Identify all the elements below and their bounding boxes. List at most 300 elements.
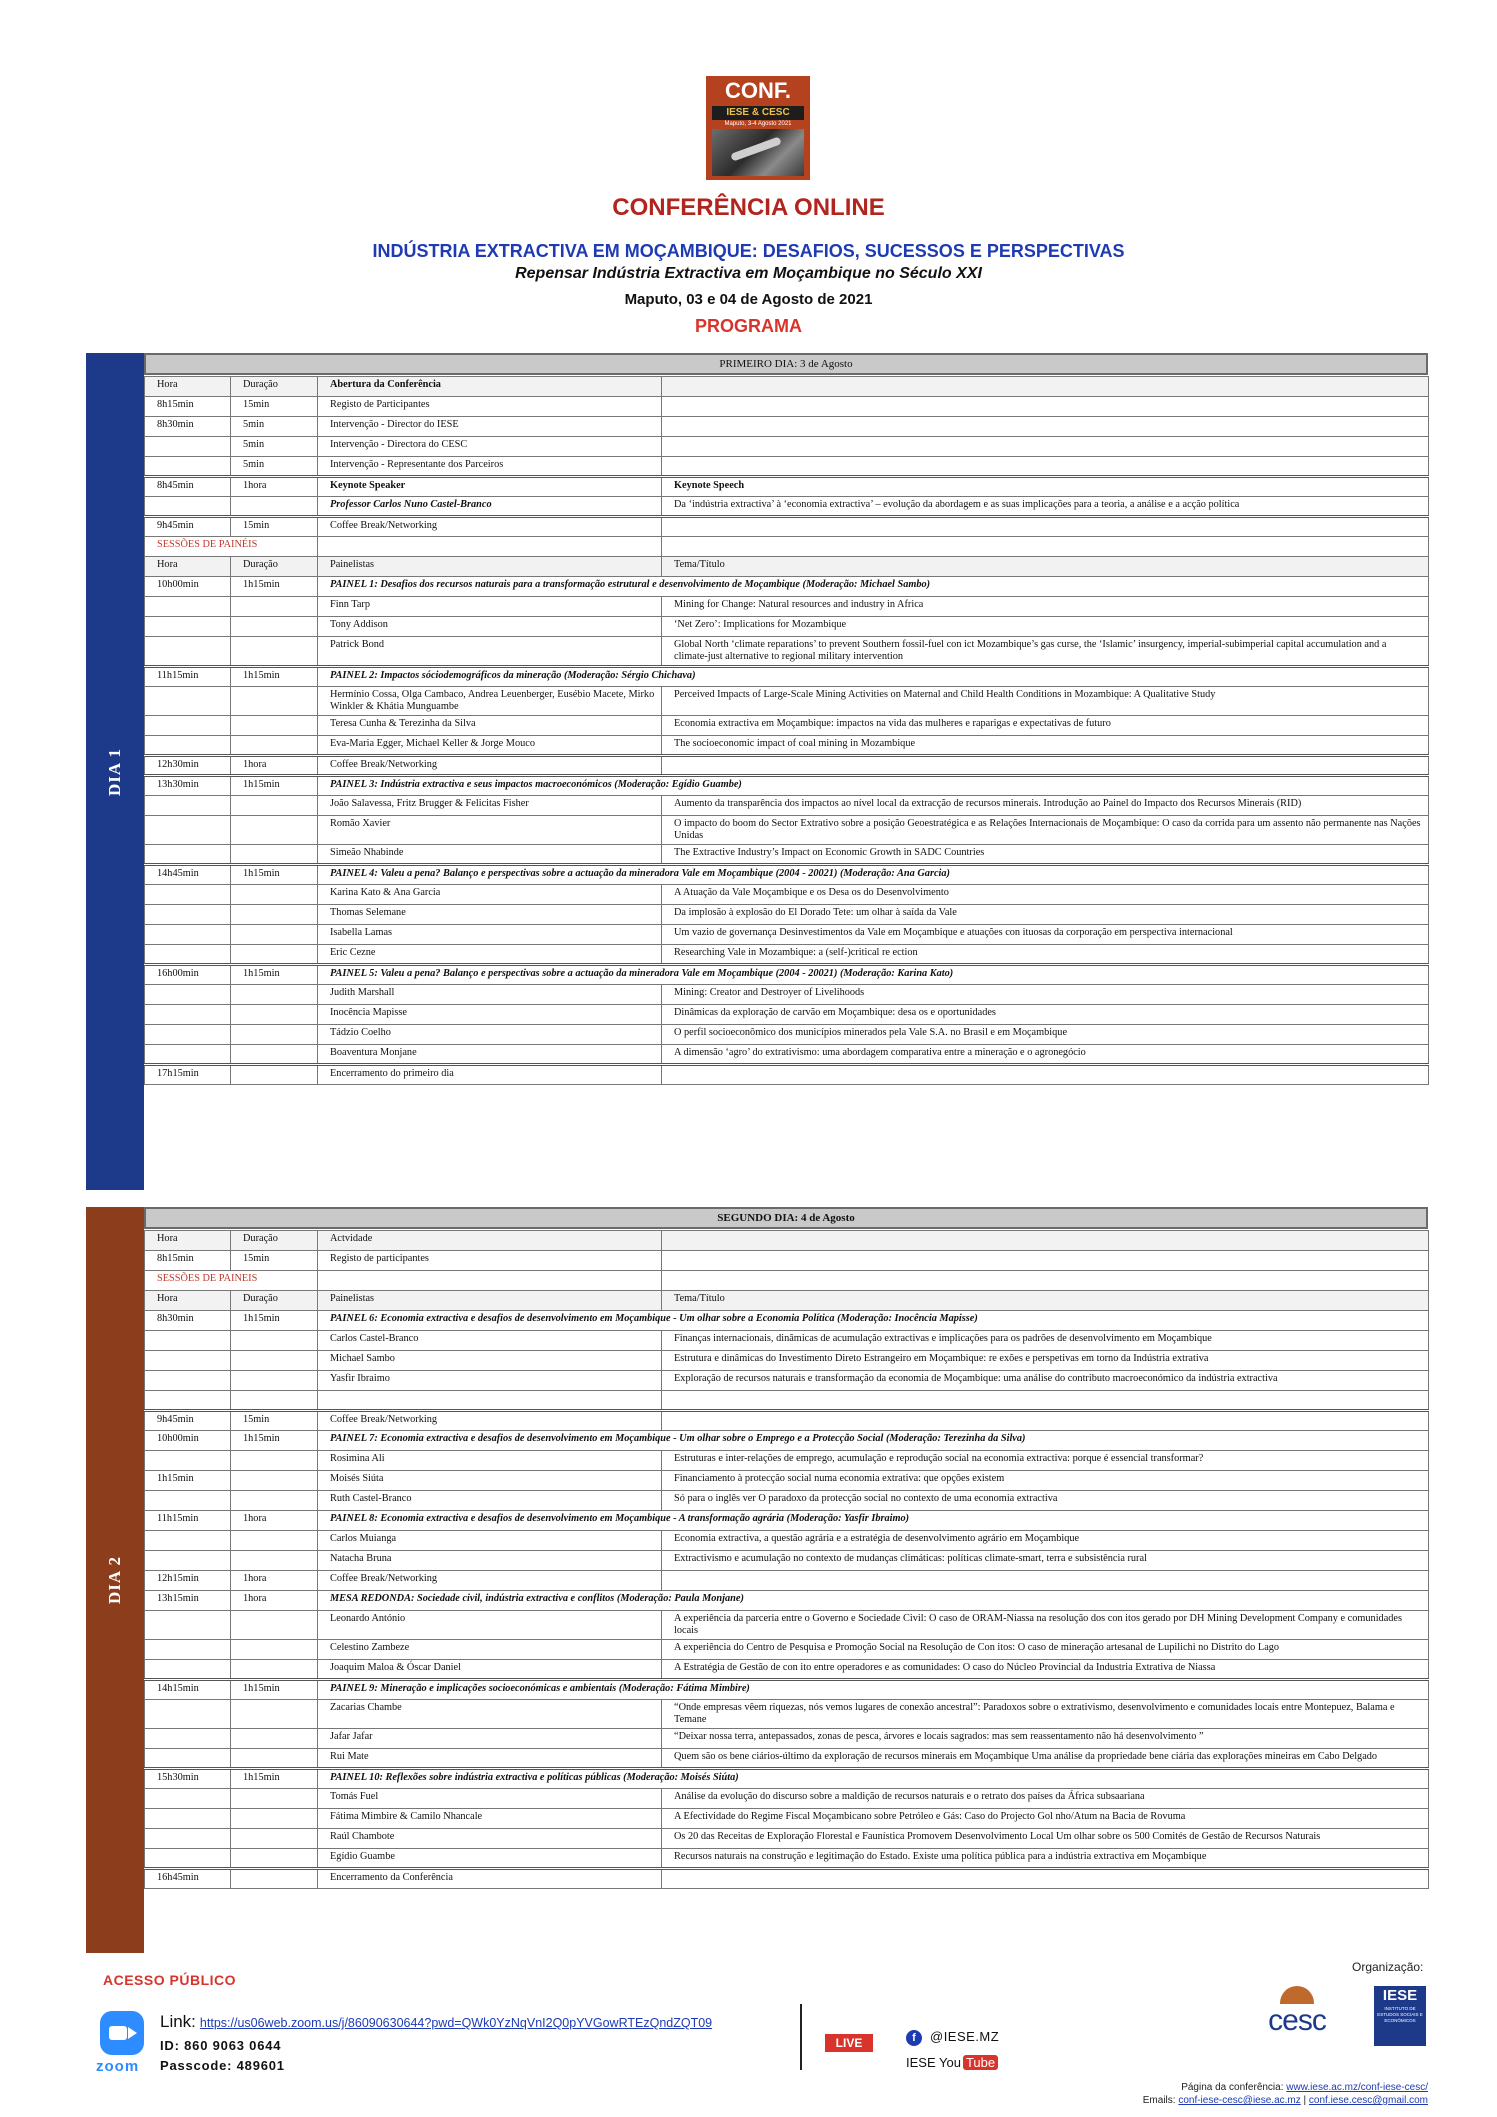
duration-cell bbox=[231, 1531, 318, 1551]
cesc-logo-text: cesc bbox=[1268, 2004, 1326, 2037]
topic-cell: Da implosão à explosão do El Dorado Tete: um olhar à saída da Vale bbox=[662, 905, 1429, 925]
schedule-row bbox=[145, 965, 1429, 985]
time-cell: 16h00min bbox=[145, 965, 231, 985]
activity-cell: João Salavessa, Fritz Brugger & Felicitas Fisher bbox=[318, 796, 662, 816]
cesc-logo bbox=[1254, 1986, 1340, 2046]
schedule-row bbox=[145, 1471, 1429, 1491]
panel-title-cell: PAINEL 9: Mineração e implicações socioeconómicas e ambientais (Moderação: Fátima Mimbire) bbox=[318, 1680, 1429, 1700]
time-cell: Hora bbox=[145, 1291, 231, 1311]
facebook-handle[interactable]: @IESE.MZ bbox=[930, 2029, 1000, 2044]
conference-page-label: Página da conferência: bbox=[1181, 2082, 1287, 2093]
schedule-row bbox=[145, 796, 1429, 816]
duration-cell bbox=[231, 1065, 318, 1085]
activity-cell: Encerramento do primeiro dia bbox=[318, 1065, 662, 1085]
email-separator: | bbox=[1300, 2095, 1309, 2106]
schedule-row bbox=[145, 905, 1429, 925]
duration-cell bbox=[231, 1611, 318, 1640]
duration-cell: 15min bbox=[231, 1251, 318, 1271]
activity-cell: Actvidade bbox=[318, 1231, 662, 1251]
activity-cell: Painelistas bbox=[318, 1291, 662, 1311]
time-cell bbox=[145, 687, 231, 716]
duration-cell bbox=[231, 1491, 318, 1511]
zoom-icon bbox=[100, 2011, 144, 2055]
duration-cell bbox=[231, 925, 318, 945]
duration-cell bbox=[231, 885, 318, 905]
activity-cell: Raúl Chambote bbox=[318, 1829, 662, 1849]
day-1-schedule-table bbox=[144, 376, 1429, 1085]
topic-cell: Só para o inglês ver O paradoxo da protecção social no contexto de uma economia extractiva bbox=[662, 1491, 1429, 1511]
duration-cell bbox=[231, 1849, 318, 1869]
time-cell: 11h15min bbox=[145, 1511, 231, 1531]
schedule-row bbox=[145, 1660, 1429, 1680]
time-cell: 8h45min bbox=[145, 477, 231, 497]
time-cell bbox=[145, 1045, 231, 1065]
topic-cell bbox=[662, 377, 1429, 397]
duration-cell bbox=[231, 1351, 318, 1371]
schedule-row bbox=[145, 1700, 1429, 1729]
topic-cell: The Extractive Industry’s Impact on Economic Growth in SADC Countries bbox=[662, 845, 1429, 865]
duration-cell bbox=[231, 1451, 318, 1471]
activity-cell: Yasfir Ibraimo bbox=[318, 1371, 662, 1391]
duration-cell: 1hora bbox=[231, 1511, 318, 1531]
youtube-link[interactable] bbox=[906, 2055, 998, 2070]
time-cell bbox=[145, 1749, 231, 1769]
time-cell: 12h30min bbox=[145, 756, 231, 776]
time-cell: 13h15min bbox=[145, 1591, 231, 1611]
time-cell bbox=[145, 1531, 231, 1551]
time-cell bbox=[145, 1025, 231, 1045]
duration-cell bbox=[231, 816, 318, 845]
live-badge: LIVE bbox=[825, 2034, 873, 2052]
logo-conf-text: CONF. bbox=[725, 78, 791, 103]
activity-cell: Patrick Bond bbox=[318, 637, 662, 667]
duration-cell: 1h15min bbox=[231, 577, 318, 597]
duration-cell: 15min bbox=[231, 517, 318, 537]
topic-cell: Os 20 das Receitas de Exploração Florestal e Faunística Promovem Desenvolvimento Local Um olhar sobre os 500 Comités de Gestão de Recursos Naturais bbox=[662, 1829, 1429, 1849]
schedule-row bbox=[145, 1431, 1429, 1451]
topic-cell bbox=[662, 1869, 1429, 1889]
duration-cell bbox=[231, 985, 318, 1005]
topic-cell: Financiamento à protecção social numa economia extrativa: que opções existem bbox=[662, 1471, 1429, 1491]
time-cell: 9h45min bbox=[145, 517, 231, 537]
topic-cell bbox=[662, 457, 1429, 477]
activity-cell: Intervenção - Director do IESE bbox=[318, 417, 662, 437]
time-cell bbox=[145, 1729, 231, 1749]
schedule-row bbox=[145, 1591, 1429, 1611]
activity-cell: Simeão Nhabinde bbox=[318, 845, 662, 865]
schedule-row bbox=[145, 1869, 1429, 1889]
email-link-2[interactable]: conf.iese.cesc@gmail.com bbox=[1308, 2095, 1428, 2106]
duration-cell: 5min bbox=[231, 417, 318, 437]
time-cell bbox=[145, 457, 231, 477]
activity-cell: Coffee Break/Networking bbox=[318, 1571, 662, 1591]
time-cell: SESSÕES DE PAINEIS bbox=[145, 1271, 231, 1291]
schedule-header-row bbox=[145, 557, 1429, 577]
topic-cell bbox=[662, 417, 1429, 437]
acesso-publico-heading: ACESSO PÚBLICO bbox=[103, 1972, 237, 1988]
duration-cell: 5min bbox=[231, 457, 318, 477]
schedule-row bbox=[145, 1640, 1429, 1660]
activity-cell: Registo de Participantes bbox=[318, 397, 662, 417]
schedule-row bbox=[145, 417, 1429, 437]
activity-cell: Carlos Muianga bbox=[318, 1531, 662, 1551]
duration-cell bbox=[231, 1551, 318, 1571]
day-2-bar bbox=[86, 1207, 144, 1953]
topic-cell bbox=[662, 1391, 1429, 1411]
schedule-row bbox=[145, 1809, 1429, 1829]
duration-cell bbox=[231, 1331, 318, 1351]
topic-cell: Recursos naturais na construção e legitimação do Estado. Existe uma política pública para a indústria extractiva em Moçambique bbox=[662, 1849, 1429, 1869]
panel-title-cell: PAINEL 2: Impactos sóciodemográficos da mineração (Moderação: Sérgio Chichava) bbox=[318, 667, 1429, 687]
topic-cell bbox=[662, 1411, 1429, 1431]
topic-cell: “Deixar nossa terra, antepassados, zonas de pesca, árvores e locais sagrados: mas sem reassentamento não há desenvolvimento ” bbox=[662, 1729, 1429, 1749]
duration-cell: 5min bbox=[231, 437, 318, 457]
activity-cell: Jafar Jafar bbox=[318, 1729, 662, 1749]
topic-cell: “Onde empresas vêem riquezas, nós vemos lugares de conexão ancestral”: Paradoxos sobre o extrativismo, desenvolvimento e comunidades locais entre Montepuez, Balama e Temane bbox=[662, 1700, 1429, 1729]
schedule-row bbox=[145, 667, 1429, 687]
iese-logo-fullname: INSTITUTO DE ESTUDOS SOCIAIS E ECONÓMICOS bbox=[1377, 2006, 1423, 2023]
activity-cell: Rosimina Ali bbox=[318, 1451, 662, 1471]
topic-cell: Aumento da transparência dos impactos ao nível local da extracção de recursos minerais. Introdução ao Painel do Impacto dos Recursos Minerais (RID) bbox=[662, 796, 1429, 816]
activity-cell: Rui Mate bbox=[318, 1749, 662, 1769]
schedule-row bbox=[145, 1769, 1429, 1789]
topic-cell: Exploração de recursos naturais e transformação da economia de Moçambique: uma análise do contributo macroeconómico da indústria extractiva bbox=[662, 1371, 1429, 1391]
schedule-row bbox=[145, 1680, 1429, 1700]
time-cell: SESSÕES DE PAINÉIS bbox=[145, 537, 231, 557]
duration-cell bbox=[231, 1829, 318, 1849]
footer-divider bbox=[800, 2004, 802, 2070]
duration-cell bbox=[231, 1045, 318, 1065]
sessions-label-row bbox=[145, 537, 1429, 557]
activity-cell: Boaventura Monjane bbox=[318, 1045, 662, 1065]
topic-cell: Global North ‘climate reparations’ to prevent Southern fossil-fuel con ict Mozambique’s gas curse, the ‘Islamic’ insurgency, imperial-subimperial capital accumulation and a climate-just alternative to regional military intervention bbox=[662, 637, 1429, 667]
schedule-row bbox=[145, 1411, 1429, 1431]
activity-cell: Painelistas bbox=[318, 557, 662, 577]
schedule-row bbox=[145, 1491, 1429, 1511]
activity-cell: Michael Sambo bbox=[318, 1351, 662, 1371]
emails-line bbox=[1000, 2095, 1428, 2106]
time-cell bbox=[145, 1351, 231, 1371]
time-cell bbox=[145, 1551, 231, 1571]
activity-cell: Teresa Cunha & Terezinha da Silva bbox=[318, 716, 662, 736]
time-cell: 14h15min bbox=[145, 1680, 231, 1700]
schedule-row bbox=[145, 716, 1429, 736]
duration-cell bbox=[231, 597, 318, 617]
activity-cell: Ruth Castel-Branco bbox=[318, 1491, 662, 1511]
time-cell bbox=[145, 945, 231, 965]
schedule-row bbox=[145, 1531, 1429, 1551]
schedule-row bbox=[145, 1311, 1429, 1331]
activity-cell: Coffee Break/Networking bbox=[318, 1411, 662, 1431]
panel-title-cell: PAINEL 8: Economia extractiva e desafios de desenvolvimento em Moçambique - A transformação agrária (Moderação: Yasfir Ibraimo) bbox=[318, 1511, 1429, 1531]
youtube-label: IESE You bbox=[906, 2055, 961, 2070]
sessions-label-row bbox=[145, 1271, 1429, 1291]
conference-page-line bbox=[1150, 2082, 1428, 2093]
schedule-row bbox=[145, 1551, 1429, 1571]
time-cell bbox=[145, 1391, 231, 1411]
schedule-header-row bbox=[145, 377, 1429, 397]
conference-subtitle: INDÚSTRIA EXTRACTIVA EM MOÇAMBIQUE: DESAFIOS, SUCESSOS E PERSPECTIVAS bbox=[372, 241, 1125, 261]
duration-cell bbox=[231, 497, 318, 517]
schedule-row bbox=[145, 637, 1429, 667]
time-cell bbox=[145, 905, 231, 925]
time-cell: 9h45min bbox=[145, 1411, 231, 1431]
email-link-1[interactable]: conf-iese-cesc@iese.ac.mz bbox=[1178, 2095, 1301, 2106]
day-2-heading: SEGUNDO DIA: 4 de Agosto bbox=[144, 1207, 1428, 1229]
schedule-row bbox=[145, 1005, 1429, 1025]
time-cell: 8h30min bbox=[145, 1311, 231, 1331]
activity-cell: Abertura da Conferência bbox=[318, 377, 662, 397]
time-cell bbox=[145, 845, 231, 865]
time-cell bbox=[145, 1005, 231, 1025]
duration-cell: 15min bbox=[231, 397, 318, 417]
activity-cell: Professor Carlos Nuno Castel-Branco bbox=[318, 497, 662, 517]
logo-photo bbox=[712, 129, 804, 176]
duration-cell: 1h15min bbox=[231, 1680, 318, 1700]
zoom-link-row bbox=[160, 2012, 712, 2032]
time-cell bbox=[145, 1789, 231, 1809]
time-cell bbox=[145, 617, 231, 637]
schedule-row bbox=[145, 617, 1429, 637]
schedule-row bbox=[145, 1371, 1429, 1391]
duration-cell bbox=[231, 617, 318, 637]
duration-cell: 1hora bbox=[231, 1591, 318, 1611]
schedule-row bbox=[145, 597, 1429, 617]
topic-cell bbox=[662, 1271, 1429, 1291]
activity-cell: Egídio Guambe bbox=[318, 1849, 662, 1869]
duration-cell bbox=[231, 1391, 318, 1411]
topic-cell: The socioeconomic impact of coal mining in Mozambique bbox=[662, 736, 1429, 756]
activity-cell: Zacarias Chambe bbox=[318, 1700, 662, 1729]
schedule-row bbox=[145, 736, 1429, 756]
schedule-row bbox=[145, 1611, 1429, 1640]
iese-logo-text: IESE bbox=[1382, 1987, 1418, 2004]
time-cell: 16h45min bbox=[145, 1869, 231, 1889]
activity-cell: Romão Xavier bbox=[318, 816, 662, 845]
time-cell bbox=[145, 985, 231, 1005]
duration-cell: Duração bbox=[231, 1291, 318, 1311]
time-cell bbox=[145, 816, 231, 845]
day-1-bar bbox=[86, 353, 144, 1190]
duration-cell: Duração bbox=[231, 377, 318, 397]
activity-cell: Coffee Break/Networking bbox=[318, 517, 662, 537]
youtube-tube-badge: Tube bbox=[963, 2055, 998, 2070]
logo-date-text: Maputo, 3-4 Agosto 2021 bbox=[724, 121, 792, 127]
time-cell bbox=[145, 637, 231, 667]
duration-cell: 1h15min bbox=[231, 667, 318, 687]
activity-cell: Leonardo António bbox=[318, 1611, 662, 1640]
schedule-row bbox=[145, 1451, 1429, 1471]
duration-cell bbox=[231, 1869, 318, 1889]
duration-cell bbox=[231, 1371, 318, 1391]
duration-cell: 1h15min bbox=[231, 1769, 318, 1789]
time-cell bbox=[145, 1660, 231, 1680]
activity-cell: Isabella Lamas bbox=[318, 925, 662, 945]
topic-cell: O perfil socioeconômico dos municípios minerados pela Vale S.A. no Brasil e em Moçambique bbox=[662, 1025, 1429, 1045]
topic-cell: Estrutura e dinâmicas do Investimento Direto Estrangeiro em Moçambique: re exões e perspetivas em torno da Indústria extrativa bbox=[662, 1351, 1429, 1371]
topic-cell bbox=[662, 1571, 1429, 1591]
schedule-row bbox=[145, 845, 1429, 865]
time-cell bbox=[145, 1849, 231, 1869]
time-cell bbox=[145, 1451, 231, 1471]
activity-cell: Inocência Mapisse bbox=[318, 1005, 662, 1025]
meeting-id: ID: 860 9063 0644 bbox=[160, 2038, 282, 2053]
schedule-row bbox=[145, 477, 1429, 497]
time-cell: 12h15min bbox=[145, 1571, 231, 1591]
topic-cell: Mining for Change: Natural resources and industry in Africa bbox=[662, 597, 1429, 617]
duration-cell bbox=[231, 1729, 318, 1749]
schedule-row bbox=[145, 1251, 1429, 1271]
schedule-row bbox=[145, 1391, 1429, 1411]
topic-cell: Extractivismo e acumulação no contexto de mudanças climáticas: políticas climate-smart, terra e subsistência rural bbox=[662, 1551, 1429, 1571]
activity-cell: Eva-Maria Egger, Michael Keller & Jorge Mouco bbox=[318, 736, 662, 756]
topic-cell: A experiência do Centro de Pesquisa e Promoção Social na Resolução de Con itos: O caso de mineração artesanal de Lupilichi no Distrito do Lago bbox=[662, 1640, 1429, 1660]
schedule-header-row bbox=[145, 1231, 1429, 1251]
topic-cell: Tema/Título bbox=[662, 1291, 1429, 1311]
activity-cell bbox=[318, 1391, 662, 1411]
topic-cell bbox=[662, 1231, 1429, 1251]
topic-cell bbox=[662, 1251, 1429, 1271]
activity-cell: Natacha Bruna bbox=[318, 1551, 662, 1571]
zoom-link[interactable]: https://us06web.zoom.us/j/86090630644?pwd=QWk0YzNqVnI2Q0pYVGowRTEzQndZQT09 bbox=[199, 2016, 713, 2030]
topic-cell bbox=[662, 756, 1429, 776]
schedule-row bbox=[145, 1511, 1429, 1531]
duration-cell bbox=[231, 1700, 318, 1729]
time-cell: 15h30min bbox=[145, 1769, 231, 1789]
time-cell bbox=[145, 1640, 231, 1660]
topic-cell: Estruturas e inter-relações de emprego, acumulação e reprodução social na economia extractiva: porque é essencial transformar? bbox=[662, 1451, 1429, 1471]
time-cell bbox=[145, 497, 231, 517]
time-cell bbox=[145, 796, 231, 816]
duration-cell bbox=[231, 1471, 318, 1491]
time-cell bbox=[145, 736, 231, 756]
duration-cell bbox=[231, 687, 318, 716]
time-cell bbox=[145, 885, 231, 905]
conference-logo bbox=[706, 76, 810, 180]
topic-cell: Da ‘indústria extractiva’ à ‘economia extractiva’ – evolução da abordagem e as suas implicações para a teoria, a análise e a acção política bbox=[662, 497, 1429, 517]
duration-cell bbox=[231, 1025, 318, 1045]
schedule-row bbox=[145, 437, 1429, 457]
duration-cell bbox=[231, 637, 318, 667]
time-cell bbox=[145, 1491, 231, 1511]
panel-title-cell: PAINEL 1: Desafios dos recursos naturais para a transformação estrutural e desenvolvimento de Moçambique (Moderação: Michael Sambo) bbox=[318, 577, 1429, 597]
activity-cell: Carlos Castel-Branco bbox=[318, 1331, 662, 1351]
activity-cell: Tomás Fuel bbox=[318, 1789, 662, 1809]
activity-cell bbox=[318, 1271, 662, 1291]
topic-cell: Dinâmicas da exploração de carvão em Moçambique: desa os e oportunidades bbox=[662, 1005, 1429, 1025]
panel-title-cell: MESA REDONDA: Sociedade civil, indústria extractiva e conflitos (Moderação: Paula Monjane) bbox=[318, 1591, 1429, 1611]
activity-cell: Thomas Selemane bbox=[318, 905, 662, 925]
panel-title-cell: PAINEL 4: Valeu a pena? Balanço e perspectivas sobre a actuação da mineradora Vale em Moçambique (2004 - 20021) (Moderação: Ana Garcia) bbox=[318, 865, 1429, 885]
schedule-row bbox=[145, 577, 1429, 597]
programa-heading: PROGRAMA bbox=[695, 316, 802, 336]
schedule-row bbox=[145, 1025, 1429, 1045]
duration-cell bbox=[231, 796, 318, 816]
schedule-row bbox=[145, 457, 1429, 477]
duration-cell: 1hora bbox=[231, 756, 318, 776]
topic-cell: A dimensão ‘agro’ do extrativismo: uma abordagem comparativa entre a mineração e o agronegócio bbox=[662, 1045, 1429, 1065]
time-cell: 8h15min bbox=[145, 1251, 231, 1271]
activity-cell bbox=[318, 537, 662, 557]
time-cell: Hora bbox=[145, 1231, 231, 1251]
schedule-row bbox=[145, 985, 1429, 1005]
topic-cell: Mining: Creator and Destroyer of Livelihoods bbox=[662, 985, 1429, 1005]
schedule-row bbox=[145, 865, 1429, 885]
topic-cell: Perceived Impacts of Large-Scale Mining Activities on Maternal and Child Health Conditions in Mozambique: A Qualitative Study bbox=[662, 687, 1429, 716]
schedule-row bbox=[145, 1065, 1429, 1085]
schedule-row bbox=[145, 1729, 1429, 1749]
activity-cell: Intervenção - Representante dos Parceiros bbox=[318, 457, 662, 477]
time-cell: 13h30min bbox=[145, 776, 231, 796]
time-cell: 10h00min bbox=[145, 577, 231, 597]
schedule-row bbox=[145, 1571, 1429, 1591]
topic-cell: ‘Net Zero’: Implications for Mozambique bbox=[662, 617, 1429, 637]
duration-cell bbox=[231, 1749, 318, 1769]
duration-cell: 1h15min bbox=[231, 1311, 318, 1331]
topic-cell: Um vazio de governança Desinvestimentos da Vale em Moçambique e atuações con ituosas da corporação em perspectiva internacional bbox=[662, 925, 1429, 945]
topic-cell bbox=[662, 517, 1429, 537]
link-label: Link: bbox=[160, 2012, 196, 2031]
time-cell bbox=[145, 1331, 231, 1351]
schedule-row bbox=[145, 497, 1429, 517]
panel-title-cell: PAINEL 6: Economia extractiva e desafios de desenvolvimento em Moçambique - Um olhar sobre a Economia Política (Moderação: Inocência Mapisse) bbox=[318, 1311, 1429, 1331]
facebook-icon[interactable]: f bbox=[906, 2030, 922, 2046]
schedule-row bbox=[145, 756, 1429, 776]
iese-logo bbox=[1374, 1986, 1426, 2046]
topic-cell: Keynote Speech bbox=[662, 477, 1429, 497]
time-cell bbox=[145, 597, 231, 617]
schedule-row bbox=[145, 397, 1429, 417]
conference-title: CONFERÊNCIA ONLINE bbox=[612, 194, 885, 221]
conference-page-link[interactable]: www.iese.ac.mz/conf-iese-cesc/ bbox=[1286, 2082, 1428, 2093]
conference-theme: Repensar Indústria Extractiva em Moçambique no Século XXI bbox=[515, 265, 982, 282]
time-cell bbox=[145, 716, 231, 736]
duration-cell bbox=[231, 736, 318, 756]
duration-cell bbox=[231, 1005, 318, 1025]
activity-cell: Moisés Siúta bbox=[318, 1471, 662, 1491]
activity-cell: Karina Kato & Ana Garcia bbox=[318, 885, 662, 905]
duration-cell: 1hora bbox=[231, 1571, 318, 1591]
duration-cell bbox=[231, 945, 318, 965]
time-cell bbox=[145, 925, 231, 945]
duration-cell: Duração bbox=[231, 557, 318, 577]
topic-cell: Researching Vale in Mozambique: a (self-)critical re ection bbox=[662, 945, 1429, 965]
time-cell: 17h15min bbox=[145, 1065, 231, 1085]
topic-cell: Quem são os bene ciários-último da exploração de recursos minerais em Moçambique Uma análise da propriedade bene ciária das explorações mineiras em Cabo Delgado bbox=[662, 1749, 1429, 1769]
duration-cell: 15min bbox=[231, 1411, 318, 1431]
day-2-schedule-table bbox=[144, 1230, 1429, 1889]
time-cell: 14h45min bbox=[145, 865, 231, 885]
duration-cell: 1h15min bbox=[231, 776, 318, 796]
duration-cell bbox=[231, 1660, 318, 1680]
topic-cell: Finanças internacionais, dinâmicas de acumulação extractivas e implicações para os padrões de desenvolvimento em Moçambique bbox=[662, 1331, 1429, 1351]
topic-cell: Economia extractiva em Moçambique: impactos na vida das mulheres e raparigas e expectativas de futuro bbox=[662, 716, 1429, 736]
duration-cell bbox=[231, 716, 318, 736]
activity-cell: Intervenção - Directora do CESC bbox=[318, 437, 662, 457]
topic-cell: A Atuação da Vale Moçambique e os Desa os do Desenvolvimento bbox=[662, 885, 1429, 905]
duration-cell bbox=[231, 845, 318, 865]
schedule-row bbox=[145, 816, 1429, 845]
topic-cell: Tema/Título bbox=[662, 557, 1429, 577]
schedule-row bbox=[145, 1749, 1429, 1769]
schedule-row bbox=[145, 925, 1429, 945]
time-cell bbox=[145, 1611, 231, 1640]
schedule-row bbox=[145, 885, 1429, 905]
panel-title-cell: PAINEL 10: Reflexões sobre indústria extractiva e políticas públicas (Moderação: Moisés Siúta) bbox=[318, 1769, 1429, 1789]
activity-cell: Encerramento da Conferência bbox=[318, 1869, 662, 1889]
day-1-heading: PRIMEIRO DIA: 3 de Agosto bbox=[144, 353, 1428, 375]
activity-cell: Joaquim Maloa & Óscar Daniel bbox=[318, 1660, 662, 1680]
